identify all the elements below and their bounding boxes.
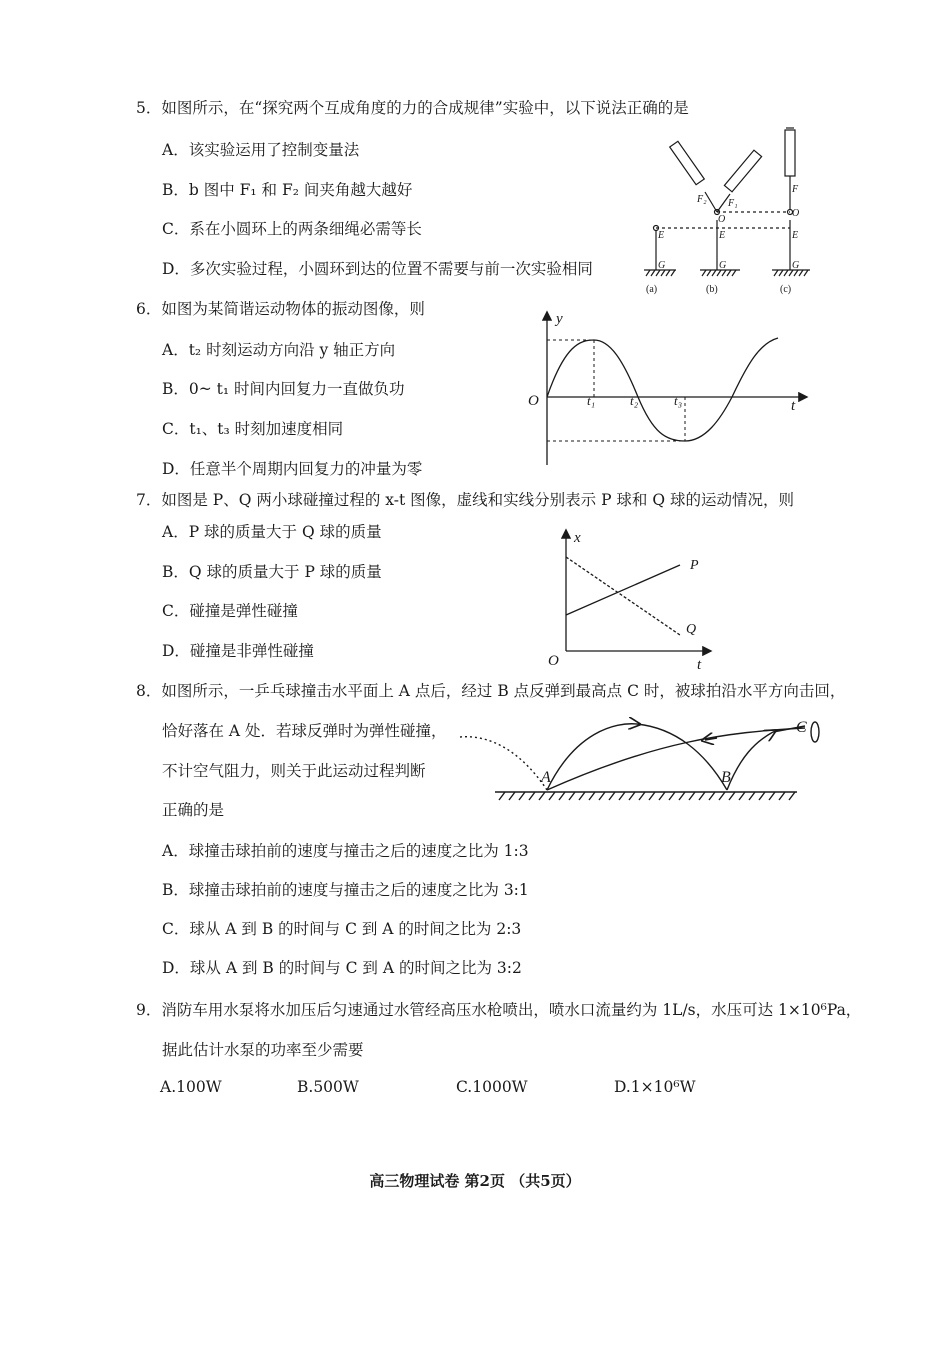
q5-label-b: (b): [706, 284, 718, 295]
q7-option-c: C．碰撞是弹性碰撞: [162, 602, 298, 620]
q5-label-e-a: E: [658, 230, 665, 241]
q6-label-t2: t₂: [630, 393, 639, 408]
q6-option-b: B．0~ t₁ 时间内回复力一直做负功: [162, 380, 405, 398]
q6-figure: [520, 305, 820, 470]
q6-option-a: A．t₂ 时刻运动方向沿 y 轴正方向: [162, 341, 396, 359]
q5-label-g-b: G: [719, 260, 727, 271]
q5-label-e-b: E: [719, 230, 726, 241]
q6-label-t1: t₁: [587, 393, 596, 408]
q5-figure: [620, 120, 820, 305]
q5-label-a: (a): [646, 284, 658, 295]
q7-figure: [540, 525, 720, 675]
q5-label-o-c: O: [792, 208, 800, 219]
q7-label-o: O: [548, 653, 559, 669]
q8-figure: [455, 712, 805, 807]
q7-option-a: A．P 球的质量大于 Q 球的质量: [162, 523, 382, 541]
q8-option-c: C．球从 A 到 B 的时间与 C 到 A 的时间之比为 2:3: [162, 920, 522, 938]
q6-label-y: y: [556, 311, 563, 327]
q6-stem: 6．如图为某简谐运动物体的振动图像，则: [136, 300, 425, 318]
q7-label-x: x: [574, 530, 581, 546]
q5-label-f1: F₁: [728, 198, 738, 209]
q8-option-a: A．球撞击球拍前的速度与撞击之后的速度之比为 1:3: [162, 842, 529, 860]
q8-stem-line4: 正确的是: [162, 801, 225, 819]
q9-stem-line2: 据此估计水泵的功率至少需要: [162, 1041, 364, 1059]
q9-option-b: B.500W: [297, 1078, 359, 1096]
q6-option-c: C．t₁、t₃ 时刻加速度相同: [162, 420, 344, 438]
q8-stem-line3: 不计空气阻力，则关于此运动过程判断: [162, 762, 426, 780]
q7-label-p: P: [690, 558, 699, 573]
q8-option-b: B．球撞击球拍前的速度与撞击之后的速度之比为 3:1: [162, 881, 529, 899]
q8-stem: 8．如图所示，一乒乓球撞击水平面上 A 点后，经过 B 点反弹到最高点 C 时，被球拍沿水平方向击回，: [136, 682, 846, 700]
q5-option-d: D．多次实验过程，小圆环到达的位置不需要与前一次实验相同: [162, 260, 593, 278]
q7-option-d: D．碰撞是非弹性碰撞: [162, 642, 314, 660]
q5-label-f-c: F: [792, 184, 799, 195]
q5-stem: 5．如图所示，在“探究两个互成角度的力的合成规律”实验中，以下说法正确的是: [136, 99, 689, 117]
q7-stem: 7．如图是 P、Q 两小球碰撞过程的 x-t 图像，虚线和实线分别表示 P 球和 Q 球的运动情况，则: [136, 491, 794, 509]
q5-label-g-c: G: [792, 260, 800, 271]
q5-label-e-c: E: [792, 230, 799, 241]
q5-label-o-b: O: [718, 214, 726, 225]
q8-option-d: D．球从 A 到 B 的时间与 C 到 A 的时间之比为 3:2: [162, 959, 522, 977]
q5-option-a: A．该实验运用了控制变量法: [162, 141, 360, 159]
q6-option-d: D．任意半个周期内回复力的冲量为零: [162, 460, 423, 478]
q9-option-a: A.100W: [160, 1078, 222, 1096]
q8-label-a: A: [541, 769, 551, 786]
q7-label-q: Q: [686, 622, 697, 637]
q9-option-c: C.1000W: [456, 1078, 528, 1096]
q5-label-c: (c): [780, 284, 792, 295]
q7-option-b: B．Q 球的质量大于 P 球的质量: [162, 563, 382, 581]
q5-label-g-a: G: [658, 260, 666, 271]
page-footer: 高三物理试卷 第2页 （共5页）: [369, 1172, 581, 1190]
q6-label-o: O: [528, 393, 539, 409]
q6-label-t: t: [791, 398, 796, 414]
q5-option-b: B．b 图中 F₁ 和 F₂ 间夹角越大越好: [162, 181, 413, 199]
q9-stem: 9．消防车用水泵将水加压后匀速通过水管经高压水枪喷出，喷水口流量约为 1L/s，水压可达 1×10⁶Pa，: [136, 1001, 862, 1019]
q6-label-t3: t₃: [674, 393, 683, 408]
q5-option-c: C．系在小圆环上的两条细绳必需等长: [162, 220, 422, 238]
q7-label-t: t: [697, 657, 702, 673]
q9-option-d: D.1×10⁶W: [614, 1078, 696, 1096]
q8-label-c: C: [796, 719, 807, 736]
q8-stem-line2: 恰好落在 A 处．若球反弹时为弹性碰撞，: [162, 722, 447, 740]
q5-label-f2: F₂: [697, 194, 707, 205]
q8-label-b: B: [721, 769, 731, 786]
